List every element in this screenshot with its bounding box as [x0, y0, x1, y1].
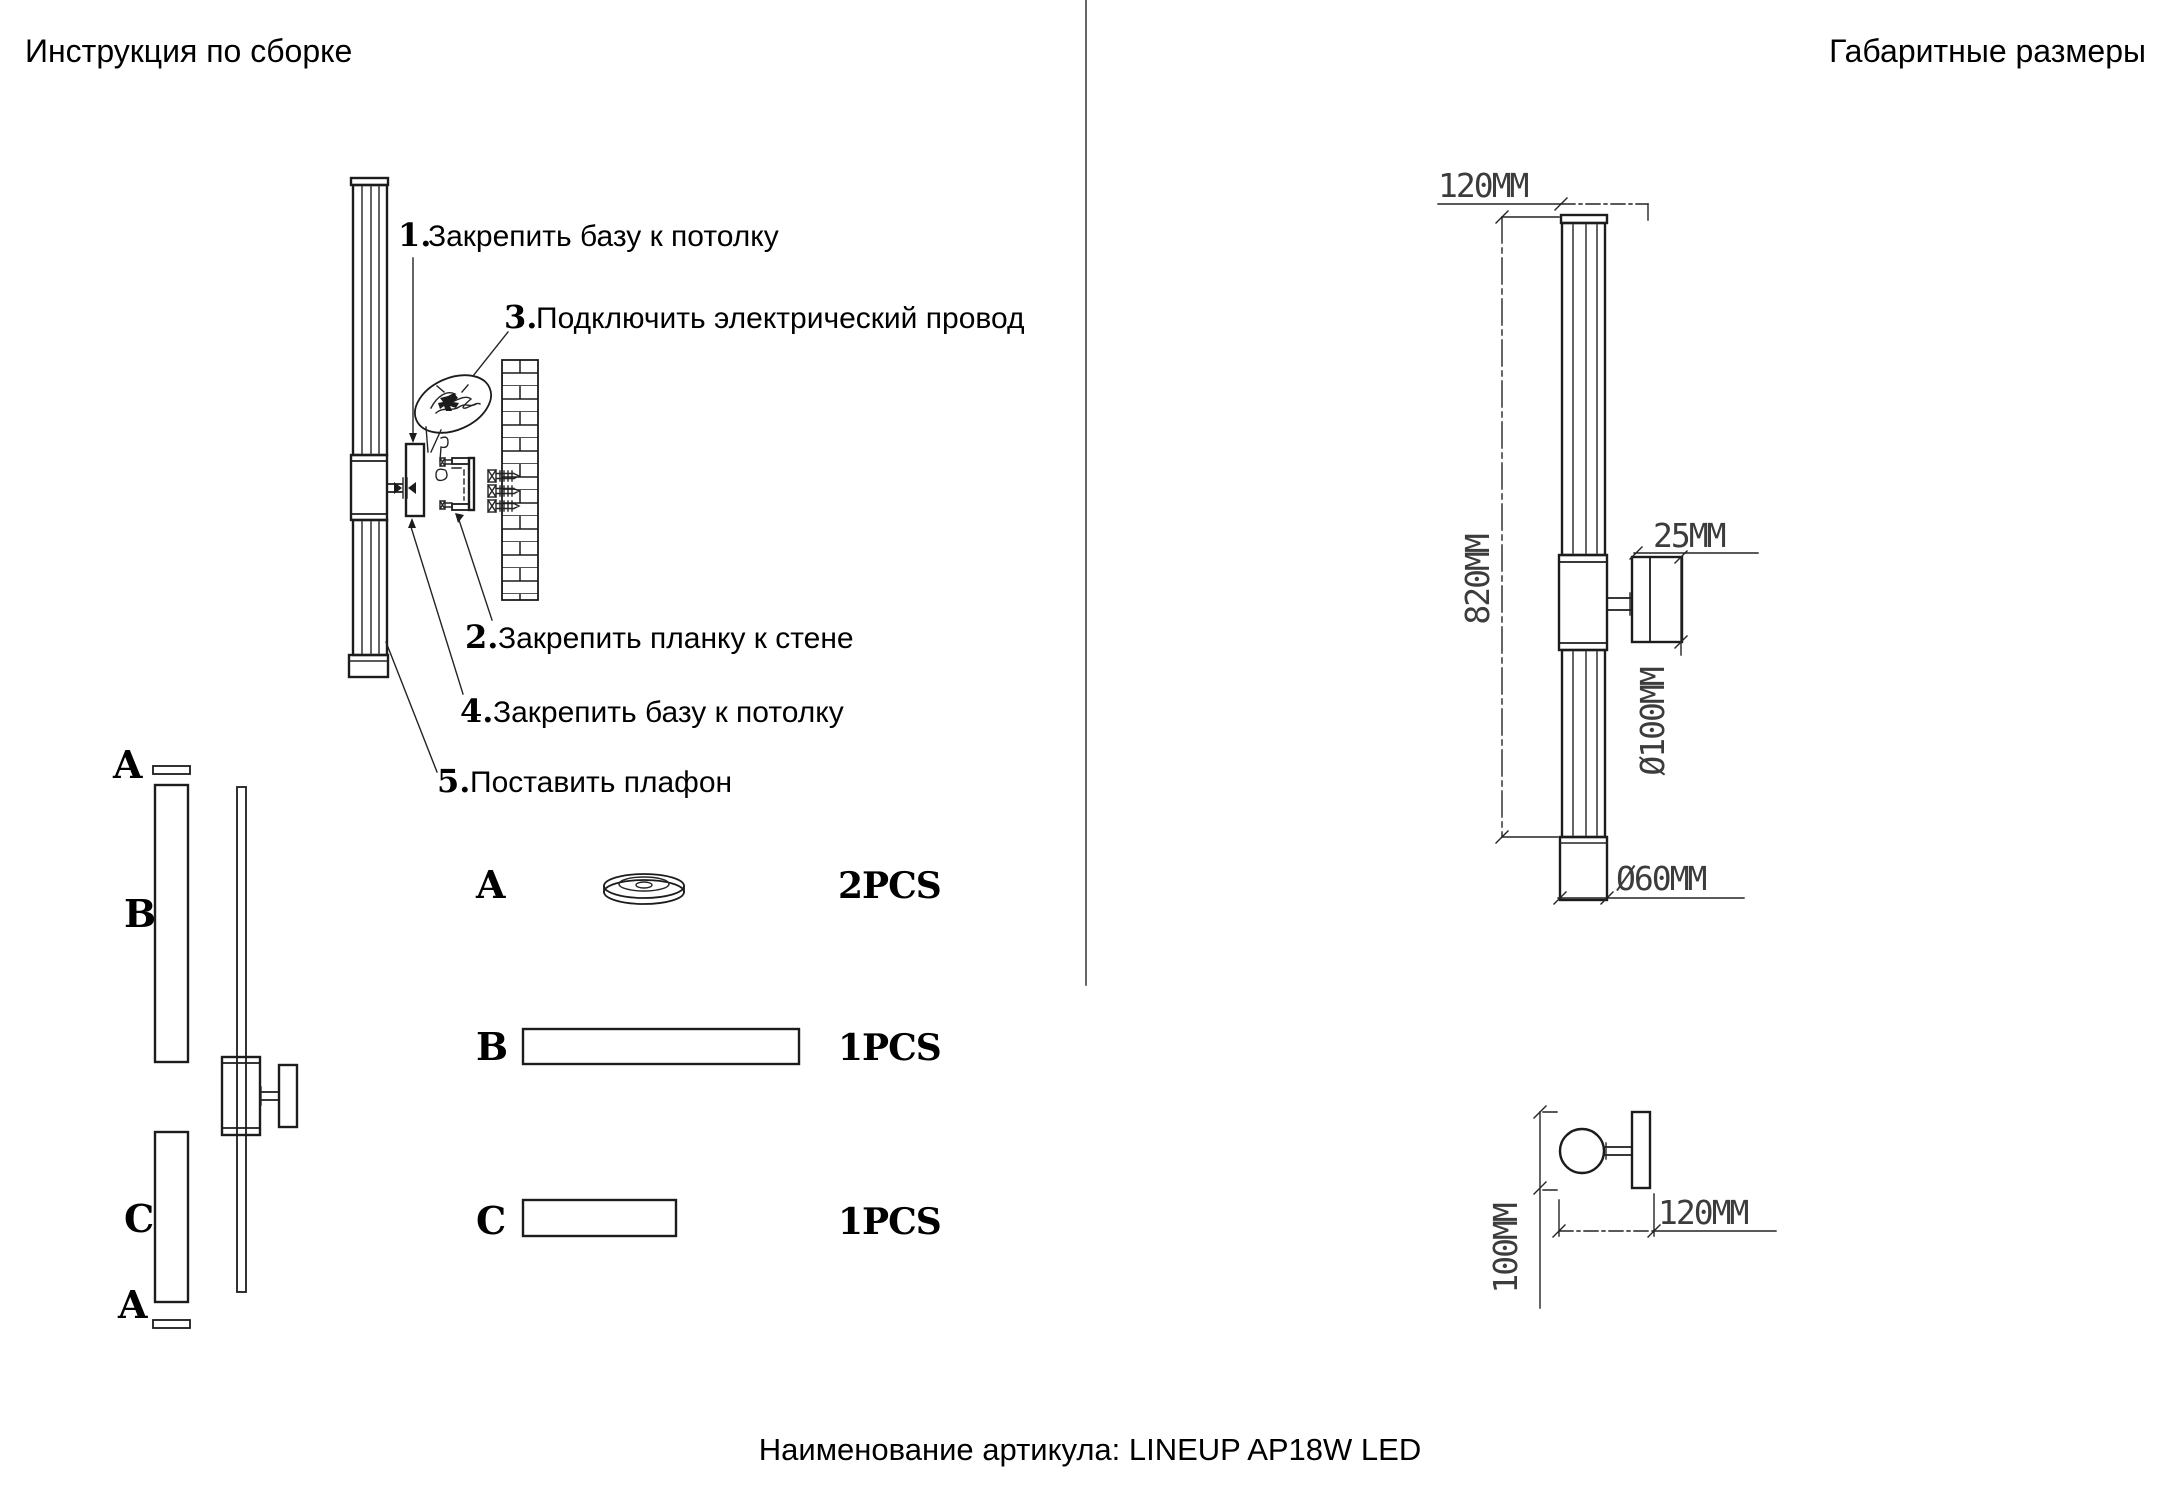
dim-total-height: 820MM [1458, 535, 1497, 625]
dim-bracket-dia-group [1633, 551, 1687, 776]
exploded-view [112, 742, 297, 1328]
step-text: Закрепить базу к потолку [428, 220, 779, 253]
row-qty: 2PCS [838, 865, 941, 907]
lamp-tube-drawing [349, 178, 388, 677]
assembly-steps [398, 216, 1025, 800]
dimension-drawing [1438, 166, 1776, 1308]
lamp-front-view [1559, 215, 1682, 900]
step-3 [504, 298, 1025, 336]
parts-row-c [476, 1198, 941, 1243]
step-4 [460, 692, 844, 730]
step-1 [398, 216, 779, 254]
wall-bracket-drawing [440, 458, 474, 510]
step-number: 5. [437, 762, 471, 800]
page-title-right: Габаритные размеры [1829, 33, 2146, 69]
parts-list [475, 862, 941, 1243]
step-number: 3. [504, 298, 538, 336]
step-text: Закрепить базу к потолку [493, 696, 844, 729]
mount-arm-drawing [387, 444, 424, 516]
step-text: Закрепить планку к стене [498, 622, 854, 655]
tube-c-icon [523, 1200, 676, 1236]
step-2 [465, 618, 854, 656]
row-label: A [476, 862, 506, 907]
page-title-left: Инструкция по сборке [25, 33, 353, 69]
step-text: Поставить плафон [470, 766, 733, 799]
wire-balloon [406, 364, 500, 480]
dim-side-height-group [1486, 1106, 1557, 1308]
row-label: B [476, 1024, 509, 1069]
parts-row-a [475, 862, 941, 907]
part-label-a-bottom: A [118, 1282, 148, 1327]
step-5 [437, 762, 732, 800]
lamp-side-view [1560, 1112, 1650, 1188]
step-number: 1. [398, 216, 432, 254]
step-number: 4. [460, 692, 494, 730]
dim-bracket-diameter: Ø100MM [1633, 668, 1672, 776]
dim-height-group [1458, 211, 1559, 843]
tube-b-icon [523, 1029, 799, 1064]
step-number: 2. [465, 618, 499, 656]
cap-disc-icon [604, 874, 684, 904]
dim-side-height: 100MM [1486, 1204, 1525, 1294]
part-label-c: C [124, 1196, 155, 1241]
dim-tube-diameter: Ø60MM [1616, 859, 1706, 898]
parts-row-b [476, 1024, 941, 1069]
dim-side-depth-group [1553, 1193, 1776, 1237]
wire-loop [436, 468, 461, 480]
row-qty: 1PCS [838, 1201, 941, 1243]
row-qty: 1PCS [838, 1027, 941, 1069]
dim-top-width: 120MM [1438, 166, 1528, 205]
part-label-b: B [124, 891, 157, 936]
step-text: Подключить электрический провод [536, 302, 1025, 335]
row-label: C [476, 1198, 507, 1243]
assembly-drawing [112, 178, 1025, 1328]
part-label-a-top: A [113, 742, 143, 787]
brick-wall [502, 360, 538, 600]
article-name: Наименование артикула: LINEUP AP18W LED [758, 1432, 1422, 1467]
dim-tube-dia-group [1554, 859, 1744, 904]
dim-bracket-depth: 25MM [1653, 516, 1725, 555]
dim-side-depth: 120MM [1658, 1193, 1748, 1232]
